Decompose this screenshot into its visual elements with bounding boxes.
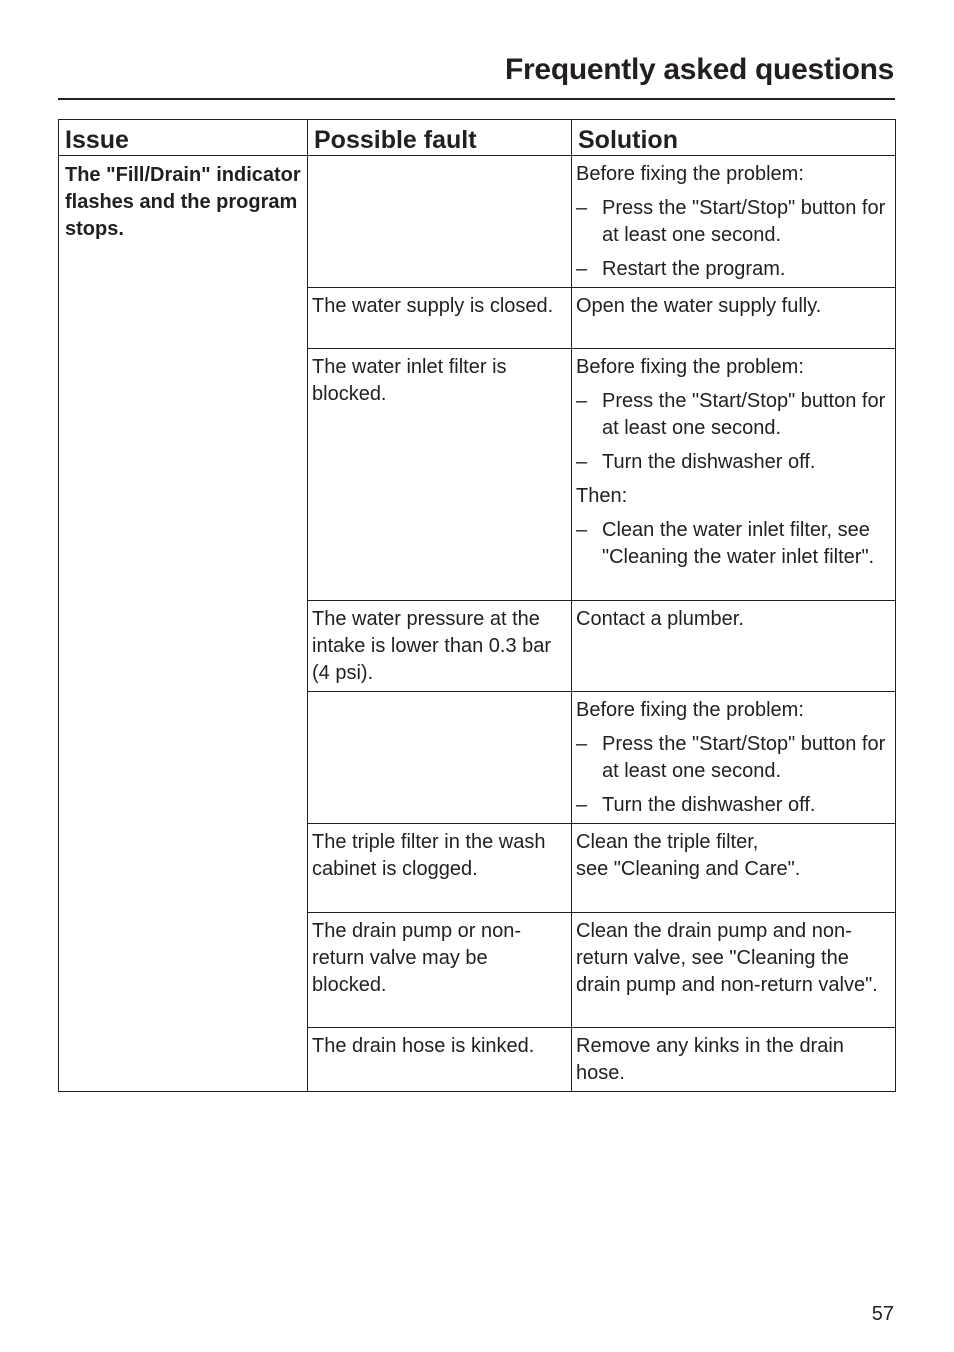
fault-cell	[308, 156, 572, 288]
solution-cell	[572, 156, 896, 288]
solution-steps	[576, 731, 891, 819]
solution-then: Then:	[576, 485, 628, 507]
solution-steps	[576, 195, 891, 283]
fault-cell: The triple filter in the wash cabinet is clogged.	[308, 824, 572, 913]
solution-cell: Contact a plumber.	[572, 601, 896, 692]
solution-step: – Press the "Start/Stop" button for at least one second.	[576, 195, 891, 249]
solution-intro: Before fixing the problem:	[576, 699, 804, 721]
fault-cell: The water pressure at the intake is lower than 0.3 bar (4 psi).	[308, 601, 572, 692]
solution-step: – Clean the water inlet filter, see "Cleaning the water inlet filter".	[576, 517, 891, 571]
solution-cell: Clean the drain pump and non-return valve, see "Cleaning the drain pump and non-return valve".	[572, 913, 896, 1028]
table-header-row	[59, 120, 896, 156]
page-title: Frequently asked questions	[505, 53, 894, 86]
solution-line: Clean the triple filter,	[576, 831, 759, 853]
issue-cell: The "Fill/Drain" indicator flashes and the program stops.	[59, 156, 308, 1092]
fault-cell: The water supply is closed.	[308, 288, 572, 349]
column-header-issue: Issue	[59, 120, 308, 156]
table-row	[59, 156, 896, 288]
solution-cell	[572, 349, 896, 601]
solution-intro: Before fixing the problem:	[576, 356, 804, 378]
page-number: 57	[871, 1303, 894, 1325]
solution-step: – Press the "Start/Stop" button for at least one second.	[576, 388, 891, 442]
fault-cell	[308, 692, 572, 824]
column-header-possible-fault: Possible fault	[308, 120, 572, 156]
solution-cell	[572, 824, 896, 913]
solution-cell: Remove any kinks in the drain hose.	[572, 1028, 896, 1092]
solution-cell: Open the water supply fully.	[572, 288, 896, 349]
solution-intro: Before fixing the problem:	[576, 163, 804, 185]
solution-step: – Press the "Start/Stop" button for at least one second.	[576, 731, 891, 785]
solution-step: – Restart the program.	[576, 256, 891, 283]
fault-cell: The drain hose is kinked.	[308, 1028, 572, 1092]
solution-cell	[572, 692, 896, 824]
fault-cell: The water inlet filter is blocked.	[308, 349, 572, 601]
fault-cell: The drain pump or non-return valve may be blocked.	[308, 913, 572, 1028]
solution-line: see "Cleaning and Care".	[576, 858, 801, 880]
solution-steps	[576, 517, 891, 571]
title-divider	[58, 98, 895, 100]
solution-step: – Turn the dishwasher off.	[576, 449, 891, 476]
column-header-solution: Solution	[572, 120, 896, 156]
solution-steps	[576, 388, 891, 476]
faq-table	[58, 119, 896, 1092]
solution-step: – Turn the dishwasher off.	[576, 792, 891, 819]
